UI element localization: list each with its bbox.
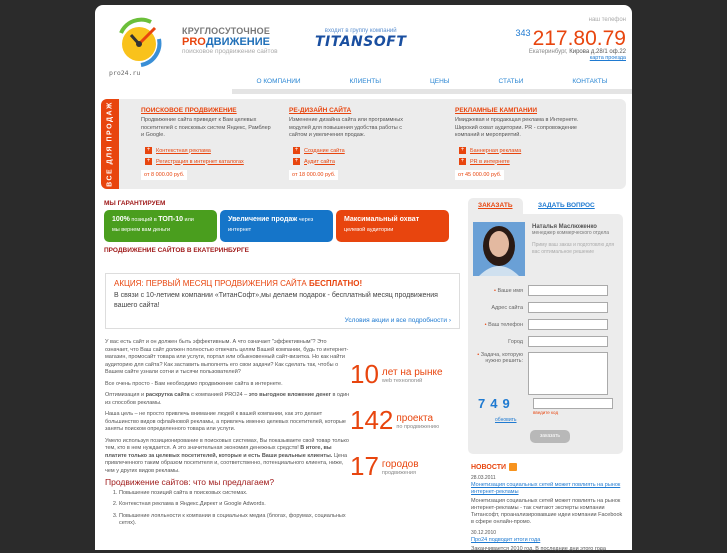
- service-link[interactable]: [145, 158, 271, 165]
- phone-number: [516, 23, 626, 49]
- news-link[interactable]: Про24 подводит итоги года: [471, 537, 541, 543]
- phone-code: 343: [515, 28, 531, 38]
- phone-label: наш телефон: [588, 17, 626, 23]
- field-name: [468, 285, 623, 296]
- services-vertical-tab: [101, 99, 119, 189]
- vertical-tab-label: ВСЕ ДЛЯ ПРОДАЖ: [106, 101, 114, 187]
- address-street: Кирова д.28/1 оф.22: [569, 49, 626, 55]
- service-link[interactable]: [459, 158, 585, 165]
- service-link[interactable]: [293, 147, 419, 154]
- slogan-line3: поисковое продвижение сайтов: [182, 48, 278, 55]
- guarantee-text: через: [297, 217, 314, 223]
- promo-title-text: АКЦИЯ: ПЕРВЫЙ МЕСЯЦ ПРОДВИЖЕНИЯ САЙТА: [114, 279, 309, 288]
- site-input[interactable]: [528, 302, 608, 313]
- article-p1: У вас есть сайт и он должен быть эффективным. А что означает "эффективным"? Это означает, что Ваш сайт должен полностью отвечать целям Вашей компании, будь то интернет-магазин, промосайт товара или услуги, портал или обыкновенный сайт-визитка. Но как найти аудиторию для сайта? Как заставить выполнять его свои задачи? Как сделать так, чтобы о Вашем сайте узнали сотни и тысячи пользователей?: [105, 339, 349, 375]
- promo-title-bold: БЕСПЛАТНО!: [308, 279, 363, 288]
- rss-icon[interactable]: [509, 463, 517, 471]
- stat-projects: [350, 386, 465, 435]
- stat-sublabel: web технологий: [381, 378, 423, 384]
- captcha-refresh-link[interactable]: обновить: [495, 417, 517, 423]
- service-title[interactable]: РЕКЛАМНЫЕ КАМПАНИИ: [455, 107, 537, 114]
- news-title-text: НОВОСТИ: [471, 463, 507, 471]
- text: Умело используя позиционирование в поисковых системах, Вы показываете свой товар только тем, кто в нем нуждается. А это значительная экономия денежных средств!: [105, 437, 349, 451]
- news-text: Монетизация социальных сетей может повлиять на рынок интернет-рекламы - так считают эксперты компании Титансофт, проанализировавшие идеи компании Facebook в сфере онлайн-промо.: [471, 498, 623, 525]
- stats: [350, 340, 465, 481]
- manager-desc: Приму ваш заказ и подготовлю для вас оптимальное решение: [532, 242, 615, 255]
- article-p2: Все очень просто - Вам необходимо продвижение сайта в интернете.: [105, 380, 283, 387]
- text: в один из способов рекламы.: [105, 392, 350, 406]
- nav-about[interactable]: О КОМПАНИИ: [256, 77, 301, 85]
- stat-years: [350, 340, 465, 389]
- article-p5: [105, 438, 350, 476]
- city-input[interactable]: [528, 336, 608, 347]
- stat-number: 10: [350, 359, 379, 389]
- manager-role: менеджер коммерческого отдела: [532, 230, 610, 236]
- guarantee-box-sales: [220, 210, 333, 242]
- text: Цена привлеченного таким образом посетителя и, соответственно, потенциального клиента, ниже, чем у других видов рекламы.: [105, 452, 348, 474]
- slogan-rest: ДВИЖЕНИЕ: [205, 36, 270, 48]
- guarantee-line2: мы вернем вам деньги: [112, 227, 171, 233]
- titansoft-logo: TITANSOFT: [315, 34, 407, 50]
- nav-prices[interactable]: ЦЕНЫ: [429, 77, 450, 85]
- order-tabs: [468, 198, 628, 214]
- name-input[interactable]: [528, 285, 608, 296]
- service-price: от 45 000.00 руб.: [455, 170, 504, 180]
- field-label: • Задача, которую нужно решить:: [477, 352, 523, 364]
- service-desc: Изменение дизайна сайта или программных модулей для повышения удобства работы с сайтом и увеличения продаж.: [289, 117, 403, 138]
- service-link-text[interactable]: Создание сайта: [304, 147, 345, 154]
- text-bold: В итоге, вы платите только за целевых посетителей, которые и есть Ваши реальные клиенты.: [105, 445, 333, 459]
- offer-heading: Продвижение сайтов: что мы предлагаем?: [105, 477, 275, 487]
- field-city: [468, 336, 623, 347]
- stat-number: 142: [350, 405, 394, 435]
- service-link[interactable]: [145, 147, 271, 154]
- article-p4: Наша цель – не просто привлечь внимание людей к вашей компании, как это делает большинство видов офлайновой рекламы, а привлечь именно целевых посетителей, которые заняты поиском определенного товара или услуги.: [105, 411, 346, 432]
- phone-input[interactable]: [528, 319, 608, 330]
- service-link-text[interactable]: PR в интернете: [470, 158, 510, 165]
- article: [105, 339, 350, 532]
- guarantee-title: МЫ ГАРАНТИРУЕМ: [104, 200, 166, 207]
- nav-contacts[interactable]: КОНТАКТЫ: [572, 77, 608, 85]
- service-desc: Продвижение сайта приведет к Вам целевых посетителей с поисковых систем Яндекс, Рамблер и Google.: [141, 117, 271, 138]
- address-city: Екатеринбург,: [528, 49, 568, 55]
- map-link[interactable]: карта проезда: [589, 55, 626, 61]
- clock-logo-icon[interactable]: [111, 15, 167, 71]
- phone-main: 217.80.79: [532, 27, 626, 50]
- promo-box: [105, 273, 460, 329]
- text: с компанией PRO24 –: [189, 392, 249, 398]
- stat-label: лет на рынке: [381, 367, 443, 378]
- guarantee-bold: Максимальный охват: [344, 216, 420, 223]
- stat-label: проекта: [396, 413, 434, 424]
- plus-icon: +: [460, 158, 465, 164]
- submit-order-button[interactable]: заказать: [530, 430, 570, 443]
- service-redesign: [289, 107, 419, 180]
- manager-photo: [473, 222, 525, 276]
- slogan-line2: [182, 36, 278, 48]
- service-desc: Имиджевая и продающая реклама в Интернете. Широкий охват аудитории. PR - сопровождение компаний и мероприятий.: [455, 117, 579, 138]
- text-bold: это выгодное вложение денег: [248, 392, 331, 398]
- service-link-text[interactable]: Контекстная реклама: [156, 147, 211, 154]
- text: Оптимизация и: [105, 392, 146, 398]
- field-task: [468, 352, 623, 395]
- group-text: входит в группу компаний: [324, 28, 397, 34]
- field-site: [468, 302, 623, 313]
- news-date: 28.03.2011: [471, 475, 496, 481]
- guarantee-text2: или: [182, 217, 194, 223]
- guarantee-bold: 100%: [112, 216, 130, 223]
- service-ads: [455, 107, 585, 180]
- slogan: [182, 26, 278, 55]
- nav-articles[interactable]: СТАТЬИ: [498, 77, 524, 85]
- promo-title: [114, 279, 451, 288]
- guarantee-bold2: ТОП-10: [158, 216, 183, 223]
- logo-domain: pro24.ru: [109, 69, 141, 77]
- manager-info: [532, 224, 622, 256]
- plus-icon: +: [146, 158, 151, 164]
- plus-icon: +: [146, 147, 151, 153]
- tab-order[interactable]: ЗАКАЗАТЬ: [468, 198, 523, 214]
- offer-list: [105, 490, 350, 528]
- tab-ask-question[interactable]: ЗАДАТЬ ВОПРОС: [538, 202, 595, 209]
- seo-title: ПРОДВИЖЕНИЕ САЙТОВ В ЕКАТЕРИНБУРГЕ: [104, 247, 249, 254]
- services-panel: [101, 99, 626, 189]
- promo-details-link[interactable]: Условия акции и все подробности ›: [344, 317, 451, 324]
- service-title[interactable]: ПОИСКОВОЕ ПРОДВИЖЕНИЕ: [141, 107, 237, 114]
- guarantee-line2: целевой аудитории: [344, 227, 394, 233]
- main-nav: [232, 71, 632, 91]
- service-title[interactable]: РЕ-ДИЗАЙН САЙТА: [289, 107, 352, 114]
- service-link-text[interactable]: Баннерная реклама: [470, 147, 522, 154]
- guarantee-box-reach: [336, 210, 449, 242]
- field-label: Город: [508, 338, 523, 345]
- plus-icon: +: [460, 147, 465, 153]
- group-logo[interactable]: [315, 28, 406, 50]
- stat-sublabel: по продвижению: [396, 424, 440, 430]
- offer-item: 3. Повышение лояльности к компании в социальных медиа (блогах, форумах, социальных сетях).: [119, 513, 350, 528]
- offer-item: 1. Повышение позиций сайта в поисковых системах.: [119, 490, 350, 498]
- guarantee-bold: Увеличение продаж: [228, 216, 298, 223]
- captcha-image: 749: [478, 396, 515, 411]
- field-phone: [468, 319, 623, 330]
- news-text: Заканчивается 2010 год. В последние дни этого года: [471, 546, 606, 552]
- slogan-accent: PRO: [182, 36, 206, 48]
- service-link[interactable]: [459, 147, 585, 154]
- manager-name: Наталья Маслюженко: [532, 224, 597, 230]
- guarantee-box-top10: [104, 210, 217, 242]
- service-price: от 18 000.00 руб.: [289, 170, 338, 180]
- order-form: [468, 214, 623, 454]
- service-link-text[interactable]: Аудит сайта: [304, 158, 335, 165]
- plus-icon: +: [294, 158, 299, 164]
- news-title: [471, 463, 626, 471]
- offer-item: 2. Контекстная реклама в Яндекс.Директ и Google Adwords.: [119, 501, 350, 509]
- captcha-input[interactable]: [533, 398, 613, 409]
- news-link[interactable]: Монетизация социальных сетей может повлиять на рынок интернет-рекламы: [471, 482, 621, 495]
- service-link-text[interactable]: Регистрация в интернет каталогах: [156, 158, 244, 165]
- plus-icon: +: [294, 147, 299, 153]
- field-label: • Ваше имя: [493, 287, 523, 294]
- promo-text: В связи с 10-летием компании «ТитанСофт»,мы делаем подарок - бесплатный месяц продвижения вашего сайта!: [114, 292, 438, 309]
- nav-clients[interactable]: КЛИЕНТЫ: [349, 77, 381, 85]
- task-textarea[interactable]: [528, 352, 608, 395]
- text-bold: раскрутка сайта: [145, 392, 190, 398]
- guarantee-line2: интернет: [228, 227, 252, 233]
- stat-sublabel: продвижения: [381, 470, 416, 476]
- stat-number: 17: [350, 451, 379, 481]
- stat-label: городов: [381, 459, 419, 470]
- news-block: [471, 463, 626, 553]
- nav-divider: [232, 89, 632, 94]
- service-price: от 8 000.00 руб.: [141, 170, 187, 180]
- field-label: • Ваш телефон: [484, 321, 523, 328]
- news-date: 30.12.2010: [471, 530, 497, 536]
- captcha-hint: введите код: [533, 410, 559, 415]
- page: [95, 5, 632, 550]
- article-p3: [105, 392, 350, 407]
- contact-block: [516, 17, 626, 61]
- slogan-line1: КРУГЛОСУТОЧНОЕ: [182, 26, 271, 36]
- guarantee-text: позиций в: [129, 217, 159, 223]
- stat-cities: [350, 432, 465, 481]
- service-seo: [141, 107, 271, 180]
- service-link[interactable]: [293, 158, 419, 165]
- field-label: Адрес сайта: [491, 304, 523, 311]
